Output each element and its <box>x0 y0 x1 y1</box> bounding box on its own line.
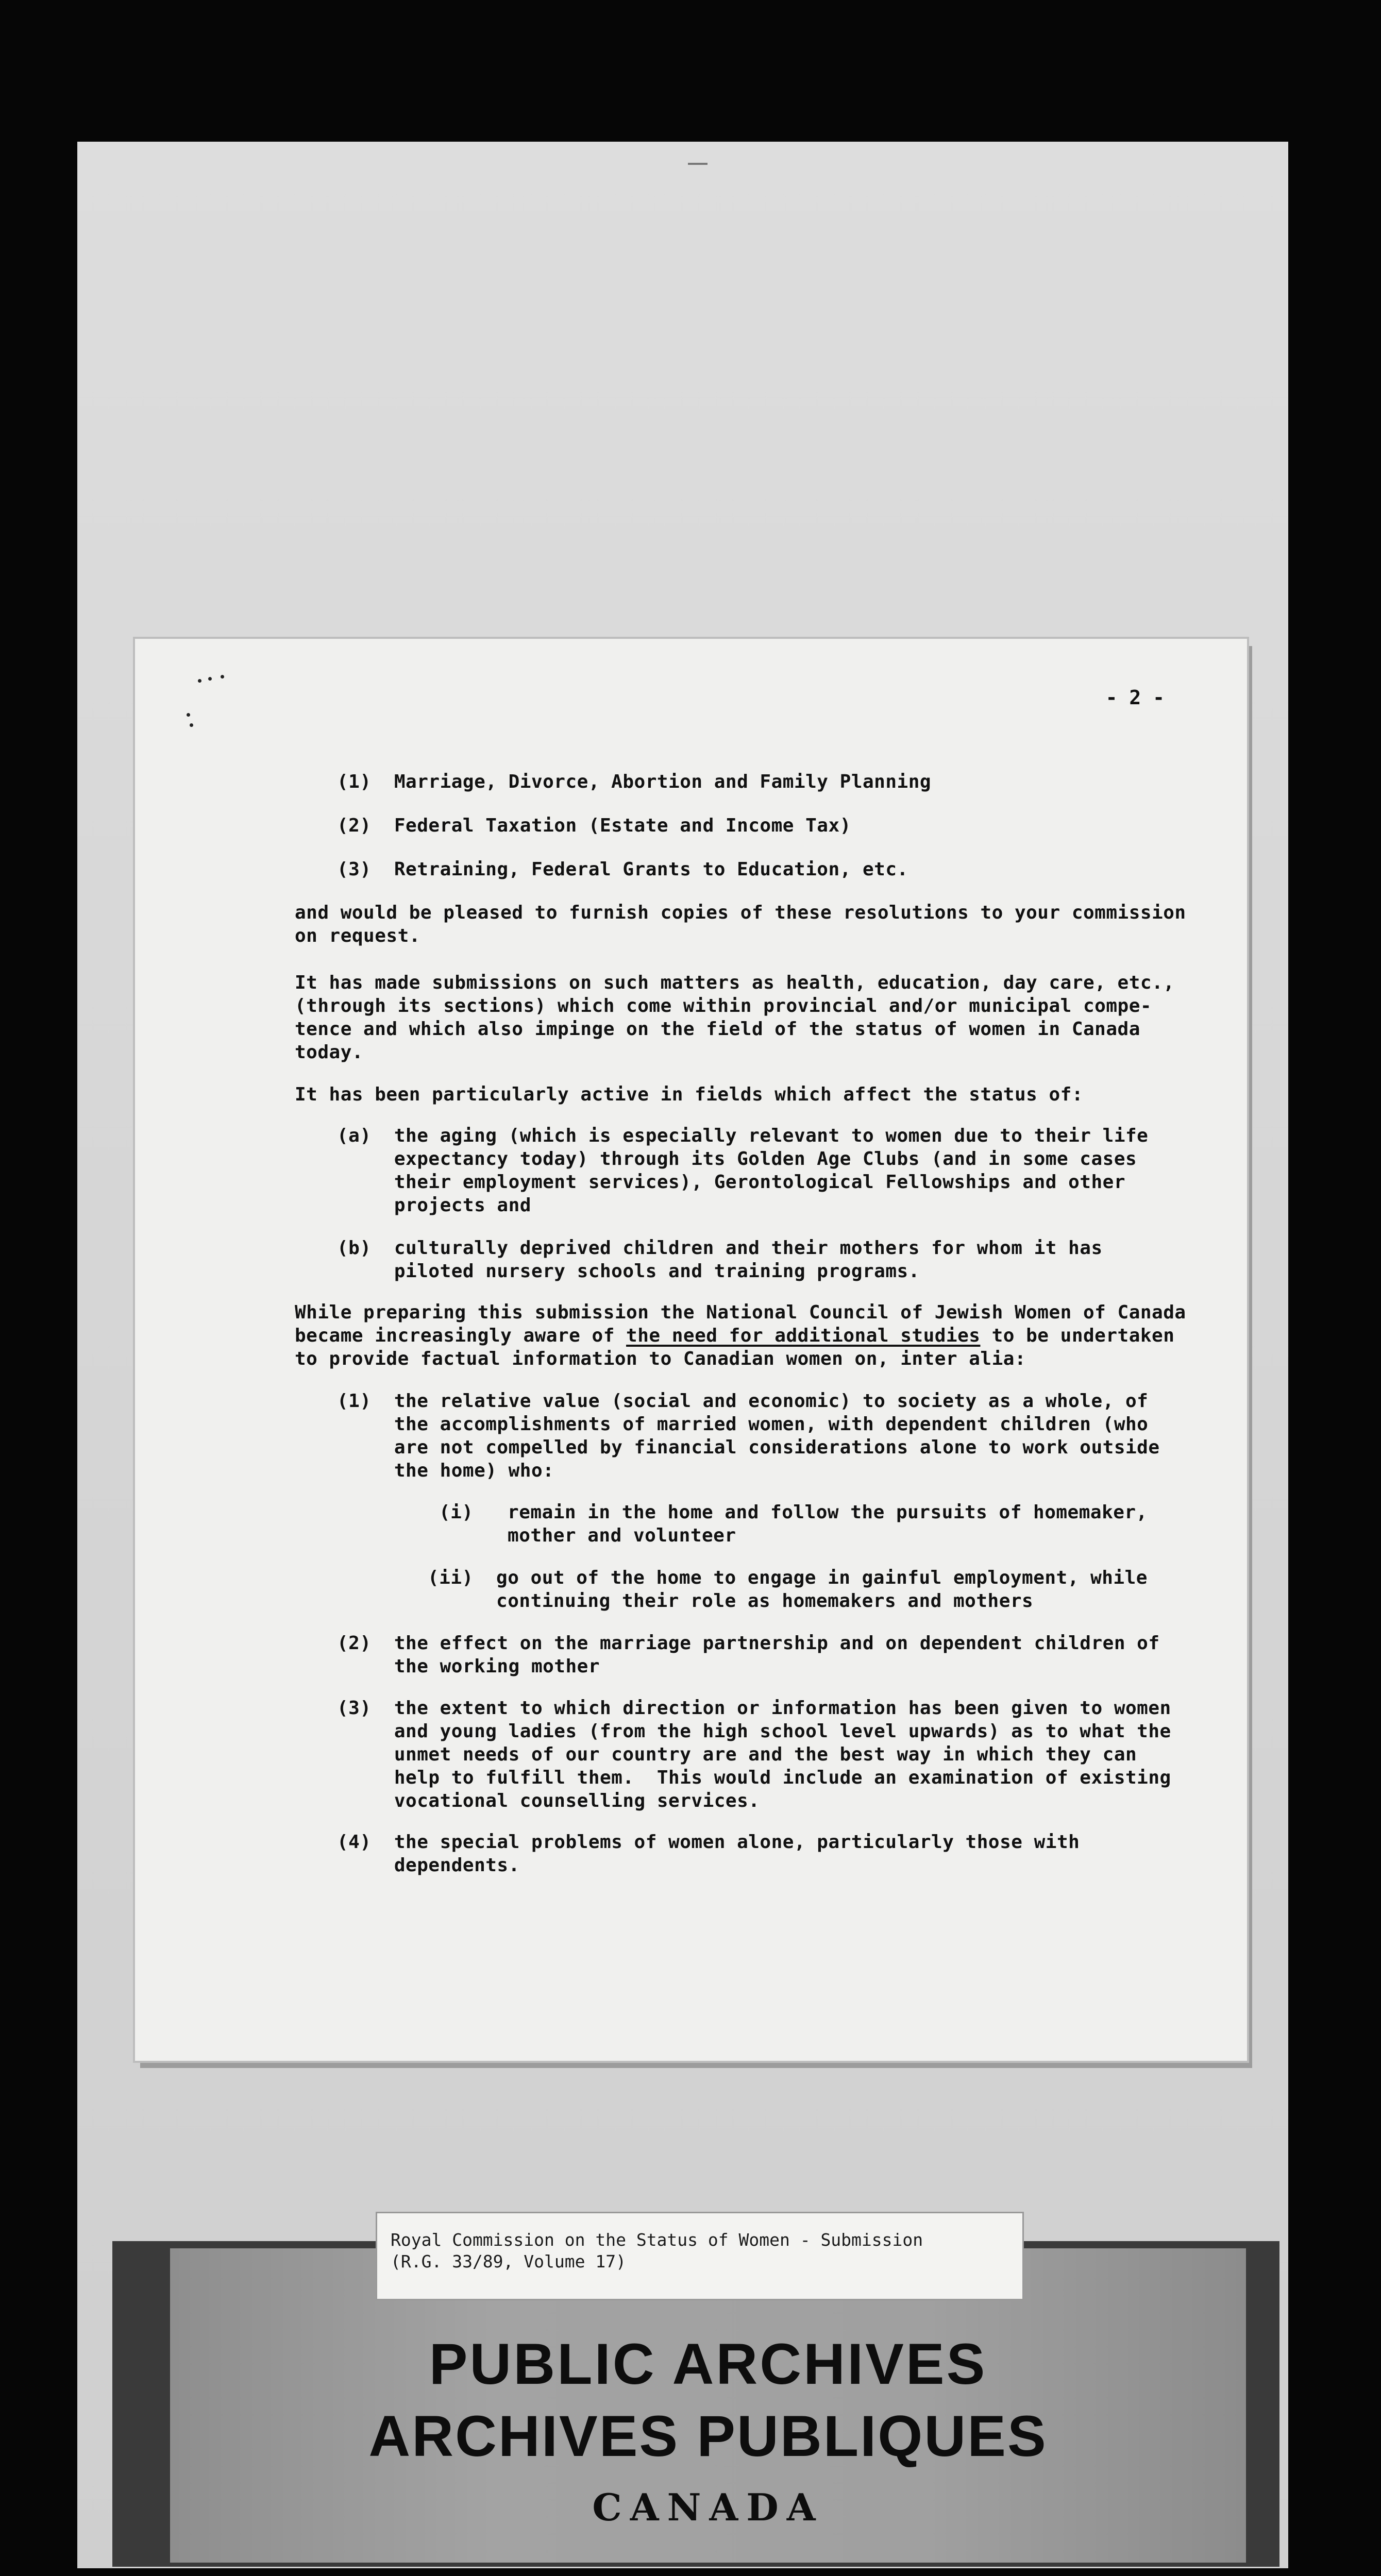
text-line: (1) Marriage, Divorce, Abortion and Family Planning <box>337 771 932 792</box>
text-line: their employment services), Gerontological Fellowships and other <box>337 1172 1125 1193</box>
text-line: the accomplishments of married women, with dependent children (who <box>337 1414 1149 1435</box>
document-page <box>135 639 1247 2061</box>
text-line: and would be pleased to furnish copies of these resolutions to your commission <box>295 902 1186 923</box>
text-line: to provide factual information to Canadian women on, inter alia: <box>295 1348 1026 1369</box>
text-line: piloted nursery schools and training programs. <box>337 1261 920 1282</box>
text-line: (4) the special problems of women alone, particularly those with <box>337 1832 1080 1853</box>
text-line-underlined: became increasingly aware of the need for additional studies to be undertaken <box>295 1325 1175 1346</box>
text-line: are not compelled by financial considerations alone to work outside <box>337 1437 1160 1458</box>
text-line: unmet needs of our country are and the best way in which they can <box>337 1744 1137 1765</box>
text-line: the working mother <box>337 1656 600 1677</box>
stamp-line-country: CANADA <box>592 2485 824 2529</box>
text-line: projects and <box>337 1195 531 1216</box>
text-line: (b) culturally deprived children and their mothers for whom it has <box>337 1238 1103 1259</box>
page-number: - 2 - <box>1105 686 1165 709</box>
underlined-phrase: the need for additional studies <box>626 1325 981 1346</box>
text-line: (2) the effect on the marriage partnership and on dependent children of <box>337 1633 1160 1654</box>
page-specks <box>176 664 248 725</box>
text-line: today. <box>295 1042 364 1063</box>
text-line: It has made submissions on such matters as health, education, day care, etc., <box>295 972 1175 993</box>
text-line: continuing their role as homemakers and mothers <box>428 1590 1034 1612</box>
text-line: (3) Retraining, Federal Grants to Education, etc. <box>337 859 908 880</box>
label-title: Royal Commission on the Status of Women - Submission <box>391 2230 923 2250</box>
text-line: (i) remain in the home and follow the pursuits of homemaker, <box>439 1502 1148 1523</box>
text-line: (3) the extent to which direction or information has been given to women <box>337 1698 1171 1719</box>
text-line: dependents. <box>337 1855 520 1876</box>
text-line: on request. <box>295 925 420 946</box>
text-line: mother and volunteer <box>439 1525 736 1546</box>
label-reference: (R.G. 33/89, Volume 17) <box>391 2251 626 2272</box>
stamp-line-french: ARCHIVES PUBLIQUES <box>368 2404 1048 2468</box>
text-line: (a) the aging (which is especially relevant to women due to their life <box>337 1125 1149 1146</box>
collection-label <box>377 2213 1022 2299</box>
text-line: (through its sections) which come within provincial and/or municipal compe- <box>295 995 1152 1016</box>
text-line: the home) who: <box>337 1460 554 1481</box>
text-line: It has been particularly active in fields which affect the status of: <box>295 1084 1083 1105</box>
text-line: help to fulfill them. This would include an examination of existing <box>337 1767 1171 1788</box>
text-line: (1) the relative value (social and economic) to society as a whole, of <box>337 1391 1149 1412</box>
stamp-line-english: PUBLIC ARCHIVES <box>429 2332 987 2396</box>
text-line: (2) Federal Taxation (Estate and Income Tax) <box>337 815 851 836</box>
text-line: expectancy today) through its Golden Age Clubs (and in some cases <box>337 1148 1137 1170</box>
backing-mark <box>688 163 708 165</box>
text-line: tence and which also impinge on the field of the status of women in Canada <box>295 1019 1140 1040</box>
text-line: and young ladies (from the high school level upwards) as to what the <box>337 1721 1171 1742</box>
text-line: While preparing this submission the National Council of Jewish Women of Canada <box>295 1302 1186 1323</box>
text-line: (ii) go out of the home to engage in gainful employment, while <box>428 1567 1148 1588</box>
text-line: vocational counselling services. <box>337 1790 760 1811</box>
